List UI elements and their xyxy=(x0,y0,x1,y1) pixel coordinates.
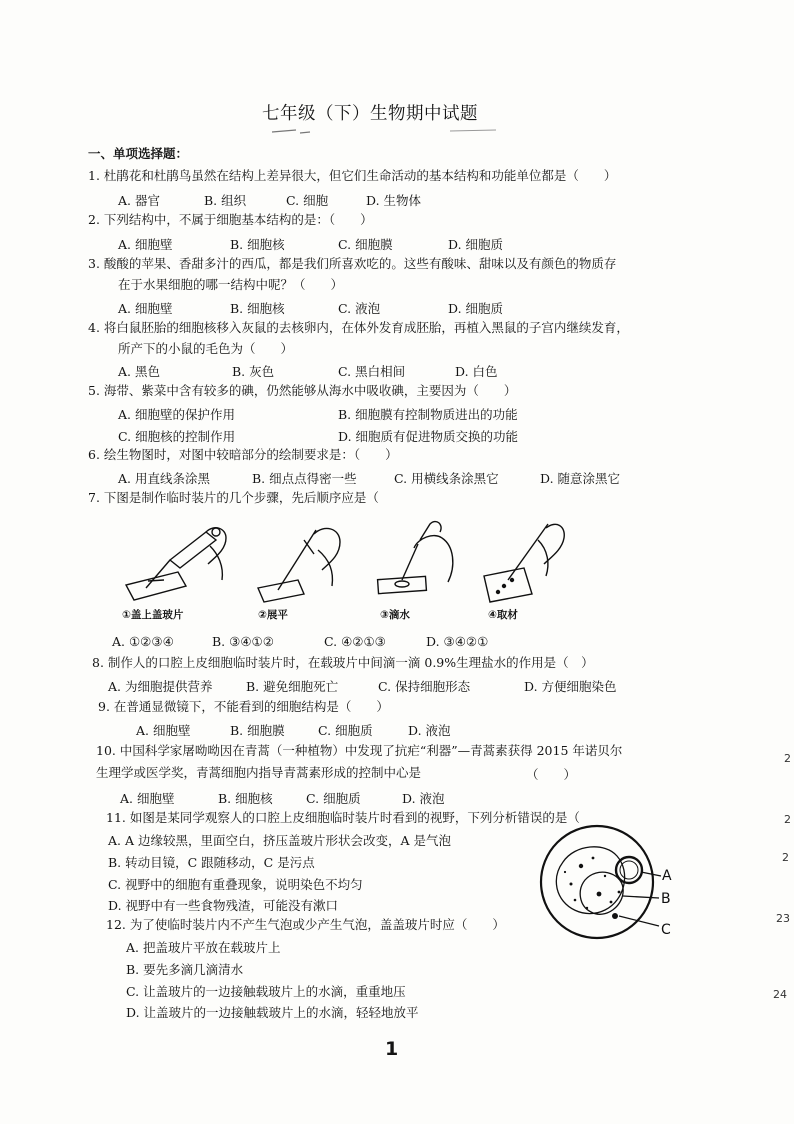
q10-option-a: A. 细胞壁 xyxy=(120,791,175,806)
q1-stem: 1. 杜鹃花和杜鹃鸟虽然在结构上差异很大，但它们生命活动的基本结构和功能单位都是（ ） xyxy=(88,168,617,183)
q5-stem: 5. 海带、紫菜中含有较多的碘，仍然能够从海水中吸收碘，主要因为（ ） xyxy=(88,383,517,398)
q3-option-a: A. 细胞壁 xyxy=(118,301,173,316)
q10-option-c: C. 细胞质 xyxy=(306,791,361,806)
q9-option-b: B. 细胞膜 xyxy=(230,723,285,738)
q9-option-c: C. 细胞质 xyxy=(318,723,373,738)
microscope-view-figure xyxy=(535,822,680,942)
q8-option-b: B. 避免细胞死亡 xyxy=(246,679,339,694)
q9-option-a: A. 细胞壁 xyxy=(136,723,191,738)
step4-caption: ④取材 xyxy=(488,609,518,621)
q8-stem: 8. 制作人的口腔上皮细胞临时装片时，在载玻片中间滴一滴 0.9%生理盐水的作用是（ ） xyxy=(92,655,594,670)
margin-number: 2 xyxy=(784,752,791,765)
q11-stem: 11. 如图是某同学观察人的口腔上皮细胞临时装片时看到的视野，下列分析错误的是（ xyxy=(106,810,580,825)
page-title: 七年级（下）生物期中试题 xyxy=(262,104,478,124)
q6-option-c: C. 用横线条涂黑它 xyxy=(394,471,499,486)
q7-option-b: B. ③④①② xyxy=(212,634,274,649)
q2-option-b: B. 细胞核 xyxy=(230,237,285,252)
q5-option-b: B. 细胞膜有控制物质进出的功能 xyxy=(338,407,518,422)
q12-option-c: C. 让盖玻片的一边接触载玻片上的水滴，重重地压 xyxy=(126,984,406,999)
q8-option-d: D. 方便细胞染色 xyxy=(524,679,617,694)
q11-option-a: A. A 边缘较黑，里面空白，挤压盖玻片形状会改变，A 是气泡 xyxy=(108,833,451,848)
margin-number: 2 xyxy=(782,851,789,864)
q3-option-c: C. 液泡 xyxy=(338,301,381,316)
q6-option-d: D. 随意涂黑它 xyxy=(540,471,621,486)
q12-stem: 12. 为了使临时装片内不产生气泡或少产生气泡，盖盖玻片时应（ ） xyxy=(106,917,505,932)
q4-option-d: D. 白色 xyxy=(455,364,498,379)
q5-option-d: D. 细胞质有促进物质交换的功能 xyxy=(338,429,519,444)
q10-stem-cont: 生理学或医学奖，青蒿细胞内指导青蒿素形成的控制中心是 xyxy=(96,765,422,780)
title-underline-marks xyxy=(270,126,500,136)
q2-option-c: C. 细胞膜 xyxy=(338,237,393,252)
q10-stem: 10. 中国科学家屠呦呦因在青蒿（一种植物）中发现了抗疟“利器”—青蒿素获得 2015 年诺贝尔 xyxy=(96,743,623,758)
q12-option-d: D. 让盖玻片的一边接触载玻片上的水滴，轻轻地放平 xyxy=(126,1005,419,1020)
q4-option-c: C. 黑白相间 xyxy=(338,364,406,379)
q5-option-a: A. 细胞壁的保护作用 xyxy=(118,407,235,422)
step3-drawing xyxy=(378,522,453,594)
q7-option-a: A. ①②③④ xyxy=(112,634,174,649)
q7-option-d: D. ③④②① xyxy=(426,634,489,649)
q10-option-d: D. 液泡 xyxy=(402,791,445,806)
page-number: 1 xyxy=(385,1038,399,1060)
q1-option-d: D. 生物体 xyxy=(366,193,422,208)
q8-option-c: C. 保持细胞形态 xyxy=(378,679,471,694)
q10-answer-paren: （ ） xyxy=(526,767,577,782)
q2-stem: 2. 下列结构中，不属于细胞基本结构的是：（ ） xyxy=(88,212,373,227)
q12-option-a: A. 把盖玻片平放在载玻片上 xyxy=(126,940,281,955)
q10-option-b: B. 细胞核 xyxy=(218,791,273,806)
q7-option-c: C. ④②①③ xyxy=(324,634,386,649)
section-heading: 一、单项选择题： xyxy=(88,146,189,161)
q1-option-b: B. 组织 xyxy=(204,193,247,208)
q6-option-a: A. 用直线条涂黑 xyxy=(118,471,210,486)
step1-caption: ①盖上盖玻片 xyxy=(122,609,184,621)
margin-number: 24 xyxy=(773,988,787,1001)
step1-drawing xyxy=(126,528,226,600)
q12-option-b: B. 要先多滴几滴清水 xyxy=(126,962,244,977)
q1-option-c: C. 细胞 xyxy=(286,193,329,208)
q3-stem: 3. 酸酸的苹果、香甜多汁的西瓜，都是我们所喜欢吃的。这些有酸味、甜味以及有颜色的物质存 xyxy=(88,256,617,271)
slide-preparation-steps-figure xyxy=(118,510,568,622)
q3-option-d: D. 细胞质 xyxy=(448,301,504,316)
step2-caption: ②展平 xyxy=(258,609,288,621)
q11-option-d: D. 视野中有一些食物残渣，可能没有漱口 xyxy=(108,898,339,913)
q3-option-b: B. 细胞核 xyxy=(230,301,285,316)
q11-option-b: B. 转动目镜，C 跟随移动，C 是污点 xyxy=(108,855,315,870)
margin-number: 2 xyxy=(784,813,791,826)
step4-drawing xyxy=(484,524,564,602)
q1-option-a: A. 器官 xyxy=(118,193,160,208)
step2-drawing xyxy=(258,528,340,602)
q4-option-b: B. 灰色 xyxy=(232,364,275,379)
label-a: A xyxy=(662,868,672,884)
q2-option-d: D. 细胞质 xyxy=(448,237,504,252)
q6-option-b: B. 细点点得密一些 xyxy=(252,471,357,486)
label-b: B xyxy=(661,891,671,907)
q5-option-c: C. 细胞核的控制作用 xyxy=(118,429,236,444)
q8-option-a: A. 为细胞提供营养 xyxy=(108,679,213,694)
step3-caption: ③滴水 xyxy=(380,609,410,621)
label-c: C xyxy=(661,922,671,938)
q11-option-c: C. 视野中的细胞有重叠现象，说明染色不均匀 xyxy=(108,877,363,892)
q4-stem: 4. 将白鼠胚胎的细胞核移入灰鼠的去核卵内，在体外发育成胚胎，再植入黑鼠的子宫内继续发育， xyxy=(88,320,629,335)
q6-stem: 6. 绘生物图时，对图中较暗部分的绘制要求是：（ ） xyxy=(88,447,398,462)
q4-option-a: A. 黑色 xyxy=(118,364,160,379)
q2-option-a: A. 细胞壁 xyxy=(118,237,173,252)
q9-option-d: D. 液泡 xyxy=(408,723,451,738)
q7-stem: 7. 下图是制作临时装片的几个步骤，先后顺序应是（ xyxy=(88,490,379,505)
q3-stem-cont: 在于水果细胞的哪一结构中呢？（ ） xyxy=(118,277,344,292)
q9-stem: 9. 在普通显微镜下，不能看到的细胞结构是（ ） xyxy=(98,699,389,714)
q4-stem-cont: 所产下的小鼠的毛色为（ ） xyxy=(118,341,294,356)
margin-number: 23 xyxy=(776,912,790,925)
